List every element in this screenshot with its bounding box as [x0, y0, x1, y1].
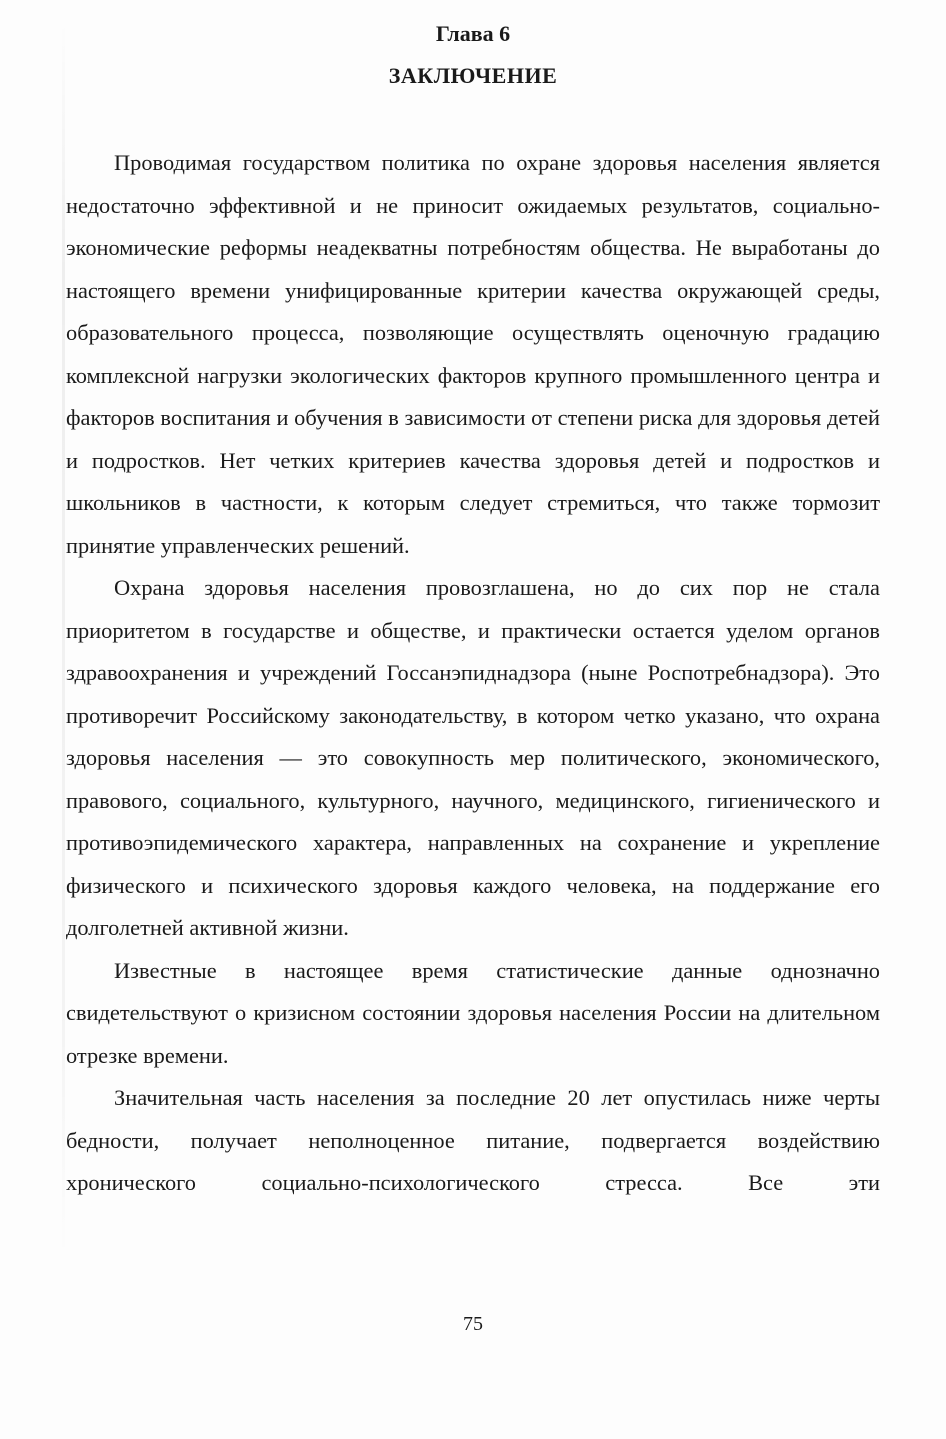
paragraph-2: Охрана здоровья населения провозглашена, но до сих пор не стала приоритетом в государстве и обществе, и практически остается уделом органов здравоохранения и учреждений Госсанэпиднадзора (ныне Роспотребнадзора). Это противоречит Российскому законодательству, в котором четко указано, что охрана здоровья населения — это совокупность мер политического, экономического, правового, социального, культурного, научного, медицинского, гигиенического и противоэпидемического характера, направленных на сохранение и укрепление физического и психического здоровья каждого человека, на поддержание его долголетней активной жизни.	[66, 575, 880, 940]
page-number: 75	[463, 1313, 483, 1335]
paragraph-1: Проводимая государством политика по охране здоровья населения является недостаточно эффективной и не приносит ожидаемых результатов, социально-экономические реформы неадекватны потребностям общества. Не выработаны до настоящего времени унифицированные критерии качества окружающей среды, образовательного процесса, позволяющие осуществлять оценочную градацию комплексной нагрузки экологических факторов крупного промышленного центра и факторов воспитания и обучения в зависимости от степени риска для здоровья детей и подростков. Нет четких критериев качества здоровья детей и подростков и школьников в частности, к которым следует стремиться, что также тормозит принятие управленческих решений.	[66, 150, 880, 558]
section-title: ЗАКЛЮЧЕНИЕ	[388, 63, 558, 88]
scan-shadow	[62, 20, 65, 1260]
body-text	[66, 142, 880, 1205]
chapter-heading: Глава 6	[435, 21, 511, 46]
paragraph-3: Известные в настоящее время статистические данные однозначно свидетельствуют о кризисном состоянии здоровья населения России на длительном отрезке времени.	[66, 957, 880, 1068]
paragraph-4: Значительная часть населения за последние 20 лет опустилась ниже черты бедности, получает неполноценное питание, подвергается воздействию хронического социально-психологического стресса. Все эти	[66, 1085, 880, 1195]
